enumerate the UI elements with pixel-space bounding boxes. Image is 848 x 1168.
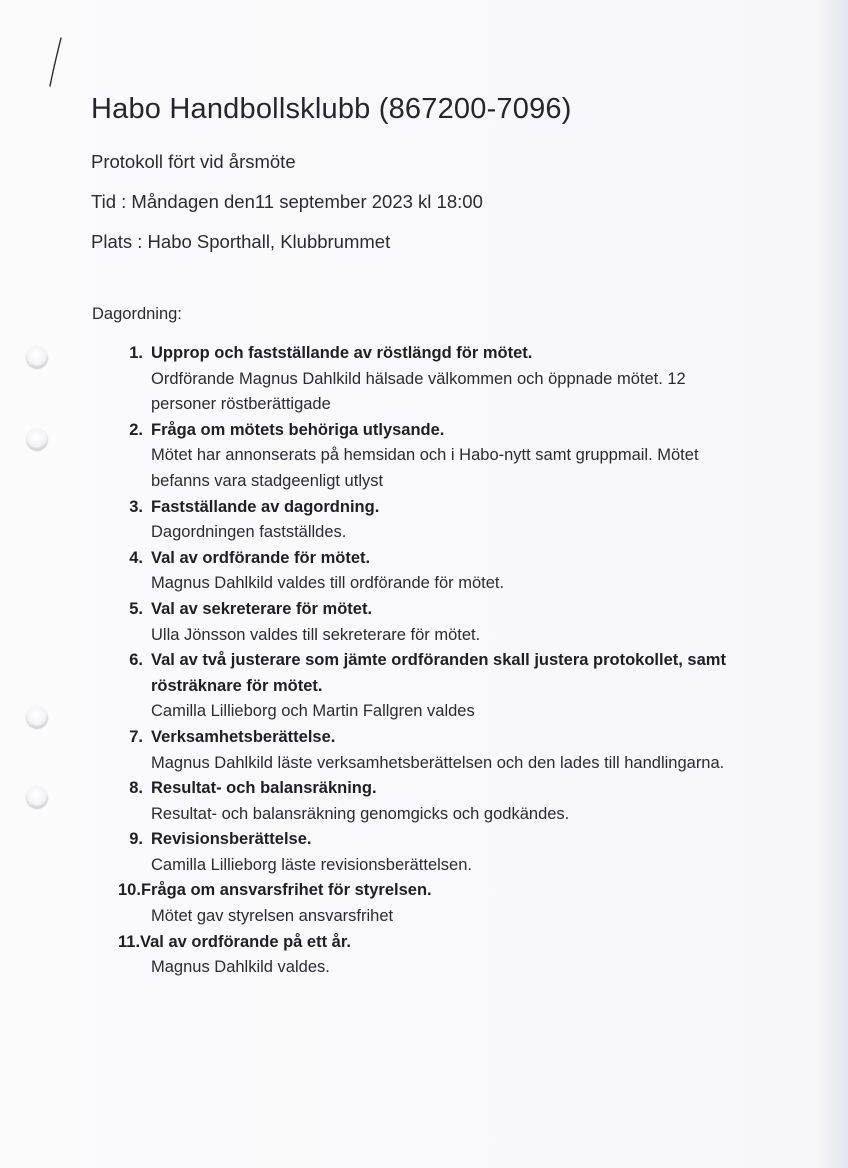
agenda-item-title: Val av sekreterare för mötet. (151, 599, 373, 618)
punch-hole (26, 428, 48, 450)
agenda-item-text: Resultat- och balansräkning genomgicks och godkändes. (151, 804, 570, 823)
agenda-item-title: Revisionsberättelse. (151, 830, 312, 849)
agenda-heading: Dagordning: (92, 305, 182, 323)
agenda-item-text: Magnus Dahlkild läste verksamhetsberättelsen och den lades till handlingarna. (151, 753, 725, 772)
agenda-item (92, 546, 732, 597)
agenda-item-number: 7. (129, 727, 143, 746)
agenda-item-number: 5. (129, 599, 143, 618)
agenda-item-text: Ordförande Magnus Dahlkild hälsade välkommen och öppnade mötet. 12 personer röstberättigade (151, 369, 686, 414)
agenda-item-text: Magnus Dahlkild valdes till ordförande för mötet. (151, 574, 505, 593)
agenda-item-title: Upprop och fastställande av röstlängd för mötet. (151, 344, 533, 362)
agenda-item-title: Verksamhetsberättelse. (151, 727, 336, 746)
agenda-item-number: 10. (118, 881, 141, 900)
agenda-item-number: 4. (129, 548, 143, 567)
agenda-item (92, 930, 732, 981)
agenda-item-number: 3. (129, 497, 143, 516)
agenda-item (92, 648, 732, 725)
agenda-item (92, 776, 732, 827)
document-subtitle: Protokoll fört vid årsmöte (91, 151, 296, 172)
agenda-item-text (141, 904, 732, 930)
agenda-item-text: Ulla Jönsson valdes till sekreterare för mötet. (151, 625, 481, 644)
agenda-item (92, 341, 732, 418)
meeting-place: Plats : Habo Sporthall, Klubbrummet (91, 231, 391, 252)
agenda-item (92, 878, 732, 929)
agenda-item (92, 597, 732, 648)
agenda-item (92, 725, 732, 776)
agenda-item (92, 827, 732, 878)
agenda-item (92, 495, 732, 546)
agenda-item (92, 418, 732, 495)
punch-hole (26, 346, 48, 368)
agenda-item-title: Fastställande av dagordning. (151, 497, 380, 516)
agenda-item-number: 8. (129, 779, 143, 798)
meeting-time: Tid : Måndagen den11 september 2023 kl 18:00 (91, 191, 483, 212)
agenda-item-title: Val av ordförande på ett år. (140, 932, 351, 951)
agenda-item-number: 11. (118, 932, 141, 951)
document-title: Habo Handbollsklubb (867200-7096) (91, 93, 572, 125)
agenda-item-number: 1. (129, 344, 143, 362)
agenda-item-title: Fråga om ansvarsfrihet för styrelsen. (140, 881, 432, 900)
pen-stroke-mark (44, 36, 68, 88)
agenda-item-number: 2. (129, 420, 143, 439)
page-edge-shadow (824, 0, 848, 1168)
punch-hole (26, 706, 48, 728)
agenda-item-text-content: Mötet gav styrelsen ansvarsfrihet (151, 907, 394, 926)
agenda-item-title: Val av två justerare som jämte ordföranden skall justera protokollet, samt rösträknare för mötet. (151, 651, 726, 695)
agenda-item-text: Mötet har annonserats på hemsidan och i Habo-nytt samt gruppmail. Mötet befanns vara stadgeenligt utlyst (151, 446, 699, 490)
agenda-item-title: Resultat- och balansräkning. (151, 779, 377, 798)
agenda-item-number: 6. (129, 651, 143, 670)
agenda-item-text: Dagordningen fastställdes. (151, 523, 347, 542)
agenda-item-title: Fråga om mötets behöriga utlysande. (151, 420, 445, 439)
agenda-list (92, 341, 732, 981)
agenda-item-text-content: Magnus Dahlkild valdes. (151, 958, 330, 977)
agenda-item-text (140, 955, 732, 981)
agenda-item-text: Camilla Lillieborg och Martin Fallgren valdes (151, 702, 475, 721)
agenda-item-text: Camilla Lillieborg läste revisionsberättelsen. (151, 855, 472, 874)
agenda-item-number: 9. (129, 830, 143, 849)
agenda-item-title: Val av ordförande för mötet. (151, 548, 371, 567)
punch-hole (26, 786, 48, 808)
